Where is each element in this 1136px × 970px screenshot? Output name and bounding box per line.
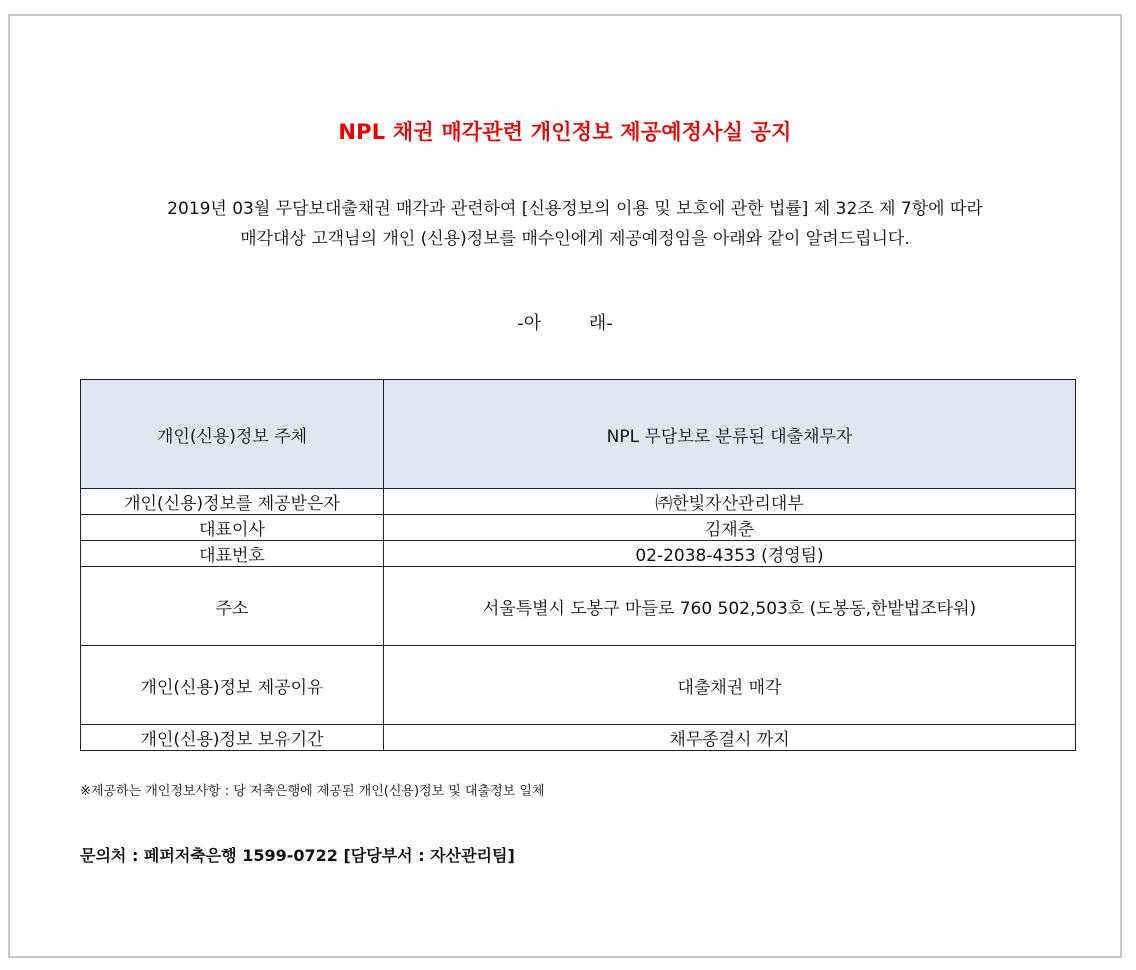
table-row — [81, 380, 1076, 489]
row-value: 02-2038-4353 (경영팀) — [384, 541, 1076, 567]
footnote: ※제공하는 개인정보사항 : 당 저축은행에 제공된 개인(신용)정보 및 대출정보 일체 — [80, 784, 545, 799]
row-value: 서울특별시 도봉구 마들로 760 502,503호 (도봉동,한밭법조타워) — [384, 567, 1076, 646]
row-value: 채무종결시 까지 — [384, 725, 1076, 751]
row-label: 개인(신용)정보 제공이유 — [81, 646, 384, 725]
intro-line-2: 매각대상 고객님의 개인 (신용)정보를 매수인에게 제공예정임을 아래와 같이 알려드립니다. — [240, 229, 910, 249]
row-value: NPL 무담보로 분류된 대출채무자 — [384, 380, 1076, 489]
table-row — [81, 725, 1076, 751]
intro-line-1: 2019년 03월 무담보대출채권 매각과 관련하여 [신용정보의 이용 및 보호에 관한 법률] 제 32조 제 7항에 따라 — [167, 199, 983, 219]
notice-intro — [70, 194, 1080, 254]
table-row — [81, 646, 1076, 725]
table-row — [81, 515, 1076, 541]
row-value: 대출채권 매각 — [384, 646, 1076, 725]
table-row — [81, 567, 1076, 646]
table-row — [81, 489, 1076, 515]
contact-info: 문의처 : 페퍼저축은행 1599-0722 [담당부서 : 자산관리팀] — [80, 846, 515, 865]
row-value: 김재춘 — [384, 515, 1076, 541]
row-label: 대표이사 — [81, 515, 384, 541]
info-table — [80, 379, 1076, 751]
notice-title: NPL 채권 매각관련 개인정보 제공예정사실 공지 — [338, 120, 792, 144]
row-label: 주소 — [81, 567, 384, 646]
row-label: 개인(신용)정보 주체 — [81, 380, 384, 489]
row-label: 개인(신용)정보를 제공받은자 — [81, 489, 384, 515]
row-label: 개인(신용)정보 보유기간 — [81, 725, 384, 751]
section-heading: -아 래- — [517, 313, 613, 334]
row-label: 대표번호 — [81, 541, 384, 567]
table-row — [81, 541, 1076, 567]
row-value: ㈜한빛자산관리대부 — [384, 489, 1076, 515]
